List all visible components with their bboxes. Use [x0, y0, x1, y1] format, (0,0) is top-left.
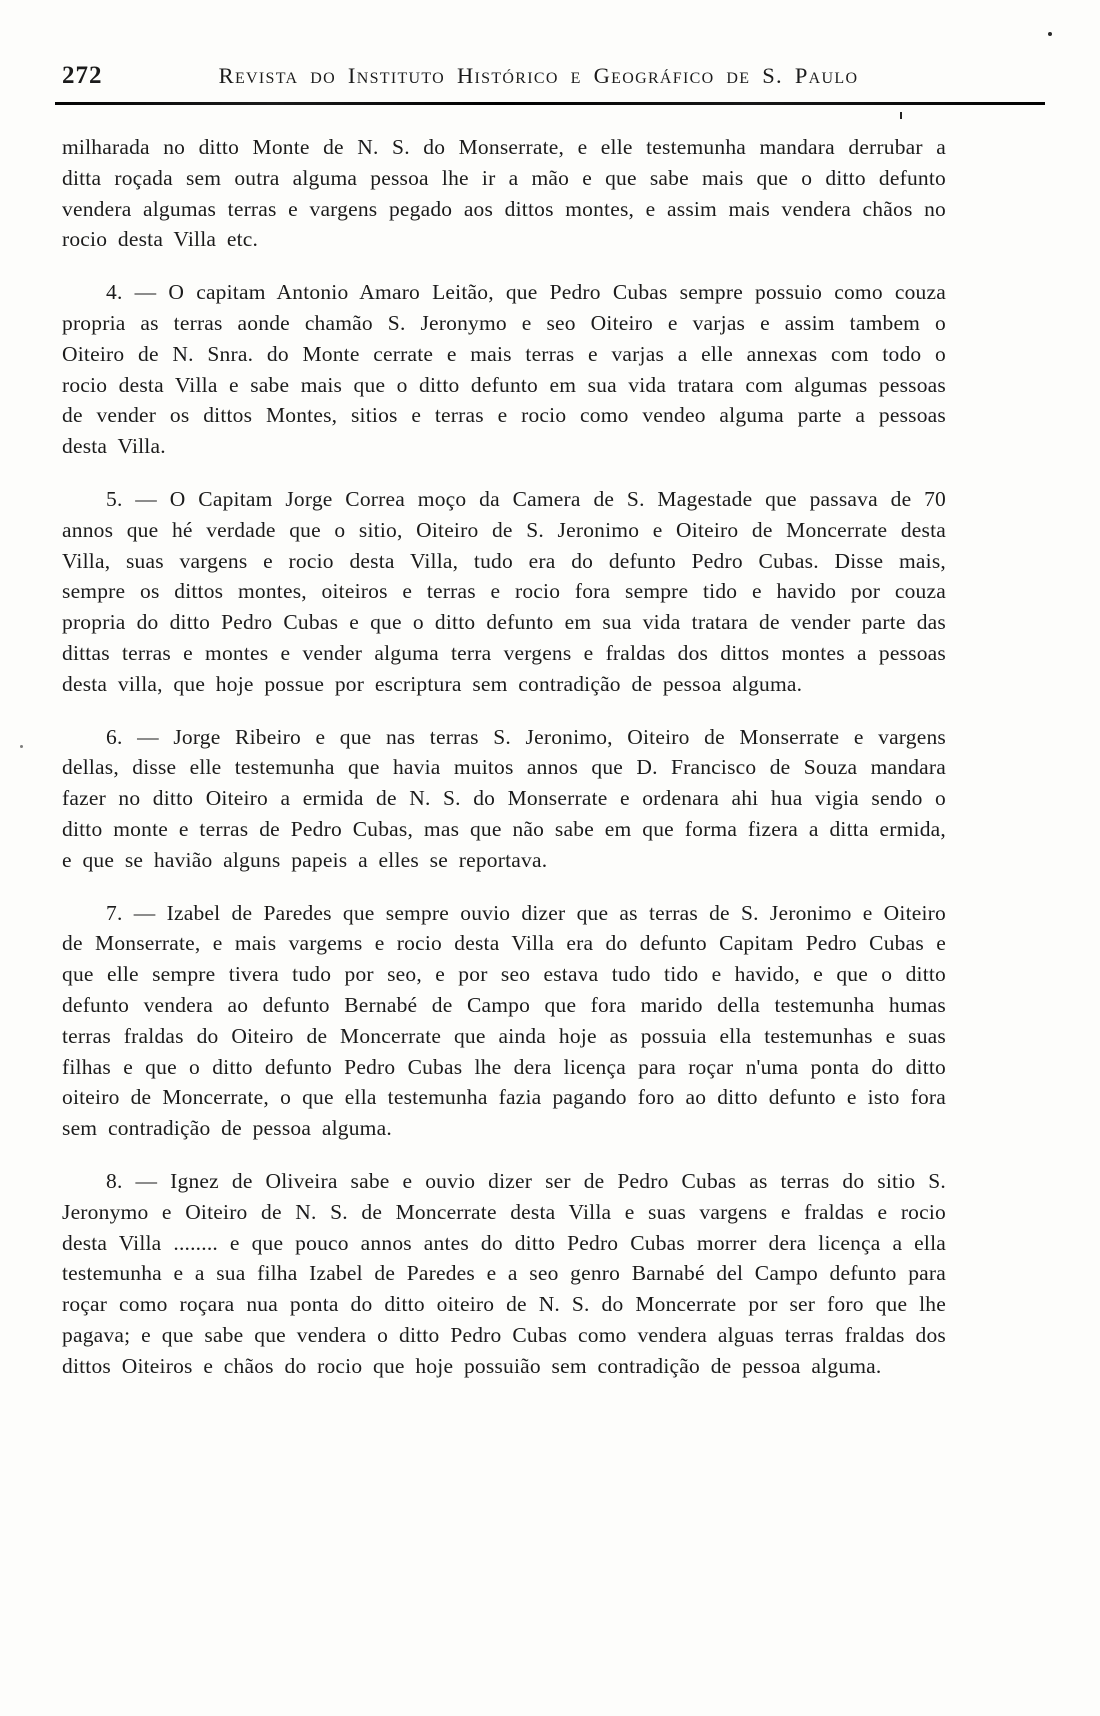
scan-speck: [20, 745, 23, 748]
page-header: [0, 0, 1100, 90]
paragraph-continuation: milharada no ditto Monte de N. S. do Monserrate, e elle testemunha mandara derrubar a ditta roçada sem outra alguma pessoa lhe ir a mão e que sabe mais que o ditto defunto vendera algumas terras e vargens pegado aos dittos montes, e assim mais vendera chãos no rocio desta Villa etc.: [62, 135, 946, 252]
journal-title: Revista do Instituto Histórico e Geográfico de S. Paulo: [218, 63, 859, 88]
header-rule: [55, 102, 1045, 105]
page-number: 272: [62, 62, 103, 89]
page-body: [62, 132, 946, 1381]
paragraph-item-4: 4. — O capitam Antonio Amaro Leitão, que Pedro Cubas sempre possuio como couza propria as terras aonde chamão S. Jeronymo e seo Oiteiro e varjas e assim tambem o Oiteiro de N. Snra. do Monte cerrate e mais terras e varjas a elle annexas com todo o rocio desta Villa e sabe mais que o ditto defunto em sua vida tratara com algumas pessoas de vender os dittos Montes, sitios e terras e rocio como vendeo alguma parte a pessoas desta Villa.: [62, 280, 946, 459]
scan-artifact-tick: [900, 112, 902, 119]
paragraph-item-6: 6. — Jorge Ribeiro e que nas terras S. Jeronimo, Oiteiro de Monserrate e vargens dellas, disse elle testemunha que havia muitos annos que D. Francisco de Souza mandara fazer no ditto Oiteiro a ermida de N. S. do Monserrate e ordenara ahi hua vigia sendo o ditto monte e terras de Pedro Cubas, mas que não sabe em que forma fizera a ditta ermida, e que se havião alguns papeis a elles se reportava.: [62, 724, 946, 872]
paragraph-item-8: 8. — Ignez de Oliveira sabe e ouvio dizer ser de Pedro Cubas as terras do sitio S. Jeronymo e Oiteiro de N. S. de Moncerrate desta Villa e suas vargens e fraldas e rocio desta Villa ........ e que pouco annos antes do ditto Pedro Cubas morrer dera licença a ella testemunha e a sua filha Izabel de Paredes e a seo genro Barnabé del Campo defunto para roçar como roçara nua ponta do ditto oiteiro de N. S. do Moncerrate por ser foro que lhe pagava; e que sabe que vendera o ditto Pedro Cubas como vendera alguas terras fraldas dos dittos Oiteiros e chãos do rocio que hoje possuião sem contradição de pessoa alguma.: [62, 1168, 946, 1378]
scan-speck: [1048, 32, 1052, 36]
paragraph-item-5: 5. — O Capitam Jorge Correa moço da Camera de S. Magestade que passava de 70 annos que hé verdade que o sitio, Oiteiro de S. Jeronimo e Oiteiro de Moncerrate desta Villa, suas vargens e rocio desta Villa, tudo era do defunto Pedro Cubas. Disse mais, sempre os dittos montes, oiteiros e terras e rocio fora sempre tido e havido por couza propria do ditto Pedro Cubas e que o ditto defunto em sua vida tratara de vender parte das dittas terras e montes e vender alguma terra vergens e fraldas dos dittos montes a pessoas desta villa, que hoje possue por escriptura sem contradição de pessoa alguma.: [62, 486, 946, 696]
paragraph-item-7: 7. — Izabel de Paredes que sempre ouvio dizer que as terras de S. Jeronimo e Oiteiro de Monserrate, e mais vargems e rocio desta Villa era do defunto Capitam Pedro Cubas e que elle sempre tivera tudo por seo, e por seo estava tudo tido e havido, e que o ditto defunto vendera ao defunto Bernabé de Campo que fora marido della testemunha humas terras fraldas do Oiteiro de Moncerrate que ainda hoje as possuia ella testemunhas e suas filhas e que o ditto defunto Pedro Cubas lhe dera licença para roçar n'uma ponta do ditto oiteiro de Moncerrate, o que ella testemunha fazia pagando foro ao ditto defunto e isto fora sem contradição de pessoa alguma.: [62, 900, 946, 1141]
